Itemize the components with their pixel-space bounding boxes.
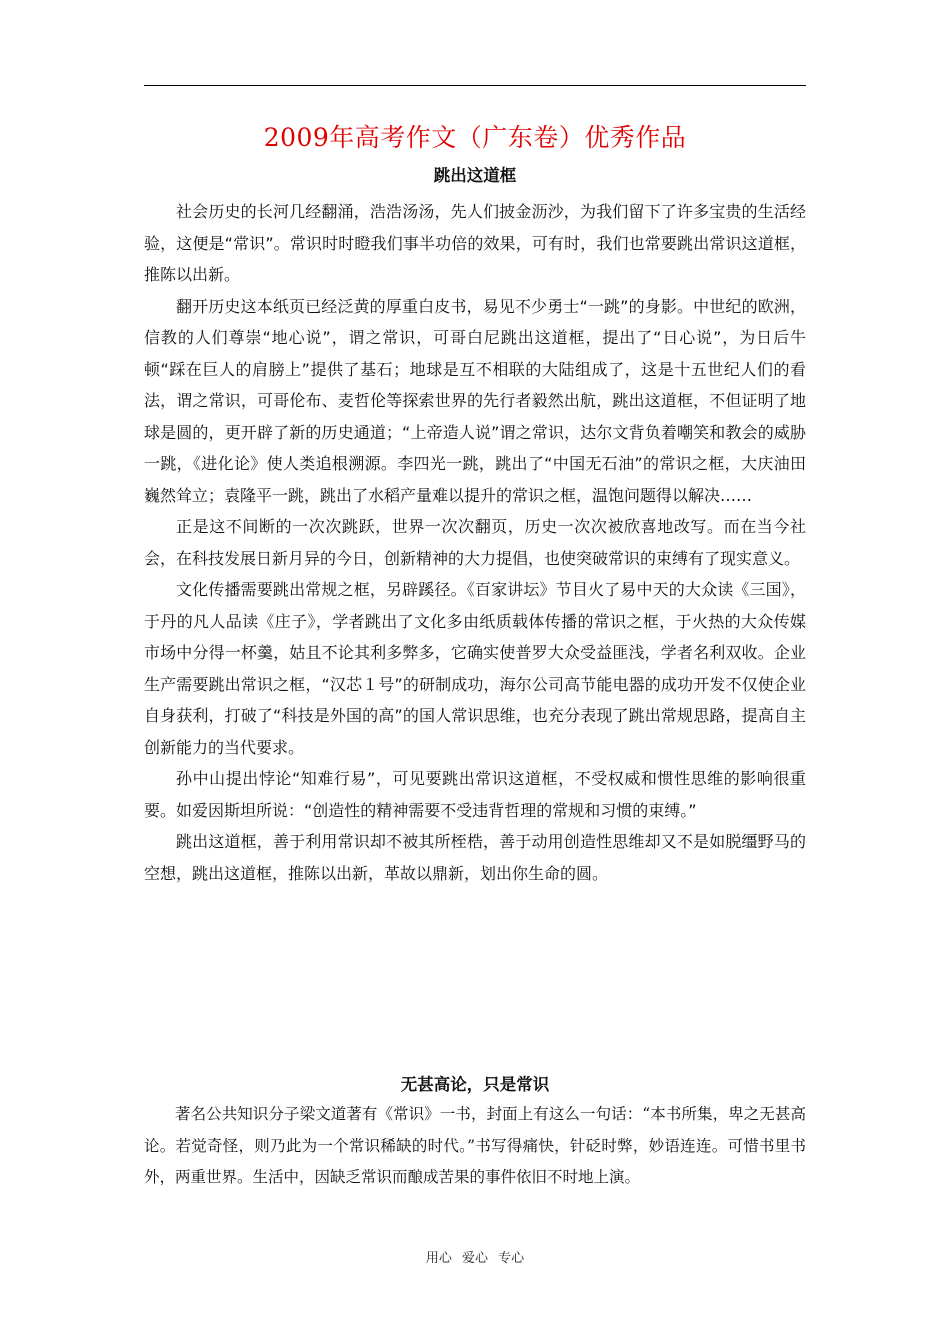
essay1-paragraph-1: 社会历史的长河几经翻涌，浩浩汤汤，先人们披金沥沙，为我们留下了许多宝贵的生活经验，这便是“常识”。常识时时瞪我们事半功倍的效果，可有时，我们也常要跳出常识这道框，推陈以出新。: [144, 202, 806, 284]
essay1-paragraph-5: 孙中山提出悖论“知难行易”，可见要跳出常识这道框，不受权威和惯性思维的影响很重要。如爱因斯坦所说：“创造性的精神需要不受违背哲理的常规和习惯的束缚。”: [144, 769, 806, 820]
essay1-title: 跳出这道框: [433, 166, 517, 185]
page-title: 2009年高考作文（广东卷）优秀作品: [263, 123, 687, 152]
header-rule: [144, 85, 806, 86]
essay1-paragraph-2: 翻开历史这本纸页已经泛黄的厚重白皮书，易见不少勇士“一跳”的身影。中世纪的欧洲，信教的人们尊崇“地心说”，谓之常识，可哥白尼跳出这道框，提出了“日心说”，为日后牛顿“踩在巨人的肩膀上”提供了基石；地球是互不相联的大陆组成了，这是十五世纪人们的看法，谓之常识，可哥伦布、麦哲伦等探索世界的先行者毅然出航，跳出这道框，不但证明了地球是圆的，更开辟了新的历史通道；“上帝造人说”谓之常识，达尔文背负着嘲笑和教会的威胁一跳，《进化论》使人类追根溯源。李四光一跳，跳出了“中国无石油”的常识之框，大庆油田巍然耸立；袁隆平一跳，跳出了水稻产量难以提升的常识之框，温饱问题得以解决……: [144, 296, 806, 505]
essay1-paragraph-4: 文化传播需要跳出常规之框，另辟蹊径。《百家讲坛》节目火了易中天的大众读《三国》，于丹的凡人品读《庄子》，学者跳出了文化多由纸质载体传播的常识之框，于火热的大众传媒市场中分得一杯羹，姑且不论其利多弊多，它确实使普罗大众受益匪浅，学者名利双收。企业生产需要跳出常识之框，“汉芯１号”的研制成功，海尔公司高节能电器的成功开发不仅使企业自身获利，打破了“科技是外国的高”的国人常识思维，也充分表现了跳出常规思路，提高自主创新能力的当代要求。: [144, 580, 806, 757]
essay1-paragraph-3: 正是这不间断的一次次跳跃，世界一次次翻页，历史一次次被欣喜地改写。而在当今社会，在科技发展日新月异的今日，创新精神的大力提倡，也使突破常识的束缚有了现实意义。: [144, 517, 806, 568]
essay2-paragraph-1: 著名公共知识分子梁文道著有《常识》一书，封面上有这么一句话：“本书所集，卑之无甚高论。若觉奇怪，则乃此为一个常识稀缺的时代。”书写得痛快，针砭时弊，妙语连连。可惜书里书外，两重世界。生活中，因缺乏常识而酿成苦果的事件依旧不时地上演。: [144, 1105, 806, 1186]
essay1-body: [144, 196, 806, 889]
essay2-title: 无甚高论，只是常识: [400, 1075, 550, 1094]
page-footer: 用心 爱心 专心: [425, 1251, 525, 1266]
essay2-body: [144, 1099, 806, 1194]
essay1-paragraph-6: 跳出这道框，善于利用常识却不被其所桎梏，善于动用创造性思维却又不是如脱缰野马的空想，跳出这道框，推陈以出新，革故以鼎新，划出你生命的圆。: [144, 832, 806, 883]
